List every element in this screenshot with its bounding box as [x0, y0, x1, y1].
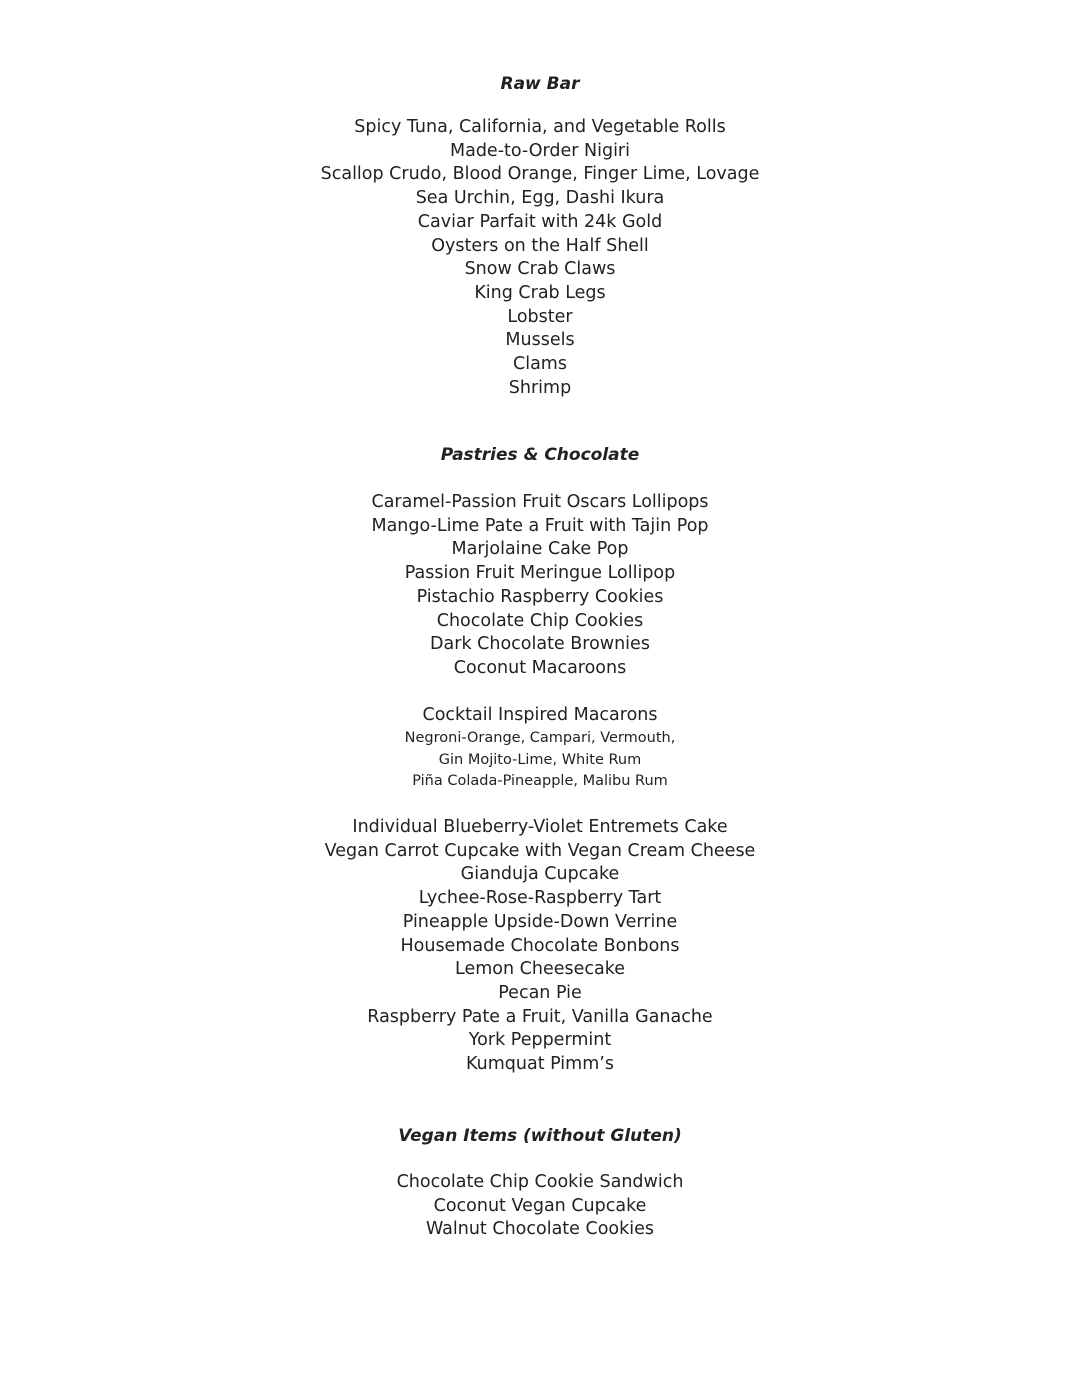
list-item: Shrimp [508, 377, 572, 398]
pastries-list-2 [0, 816, 1080, 1077]
list-item: Kumquat Pimm’s [466, 1054, 614, 1075]
list-item: Vegan Carrot Cupcake with Vegan Cream Cheese [324, 840, 756, 861]
vegan-list [0, 1171, 1080, 1242]
list-item: Lychee-Rose-Raspberry Tart [418, 888, 662, 909]
list-item: Coconut Macaroons [453, 657, 627, 678]
vegan-heading: Vegan Items (without Gluten) [398, 1126, 682, 1146]
list-item: Made-to-Order Nigiri [450, 140, 630, 161]
list-item: Clams [513, 354, 567, 375]
list-item: Walnut Chocolate Cookies [425, 1219, 654, 1240]
list-item: Lemon Cheesecake [455, 959, 625, 980]
list-item: King Crab Legs [474, 282, 606, 303]
macaron-flavors-list [0, 728, 1080, 793]
list-item: Gin Mojito-Lime, White Rum [438, 751, 642, 768]
list-item: Snow Crab Claws [464, 259, 616, 280]
list-item: York Peppermint [468, 1030, 612, 1051]
raw-bar-list [0, 116, 1080, 400]
list-item: Pineapple Upside-Down Verrine [402, 911, 678, 932]
list-item: Housemade Chocolate Bonbons [400, 935, 680, 956]
list-item: Oysters on the Half Shell [431, 235, 649, 256]
list-item: Mussels [505, 330, 575, 351]
list-item: Caramel-Passion Fruit Oscars Lollipops [371, 492, 709, 512]
list-item: Gianduja Cupcake [460, 864, 620, 885]
list-item: Pistachio Raspberry Cookies [416, 586, 664, 607]
list-item: Individual Blueberry-Violet Entremets Cake [352, 817, 728, 837]
list-item: Spicy Tuna, California, and Vegetable Rolls [354, 117, 726, 137]
list-item: Pecan Pie [498, 982, 582, 1003]
list-item: Coconut Vegan Cupcake [433, 1195, 647, 1216]
list-item: Lobster [507, 306, 573, 327]
list-item: Chocolate Chip Cookie Sandwich [396, 1172, 684, 1192]
pastries-heading: Pastries & Chocolate [440, 445, 640, 465]
list-item: Scallop Crudo, Blood Orange, Finger Lime, Lovage [320, 164, 760, 185]
list-item: Dark Chocolate Brownies [430, 634, 650, 655]
list-item: Sea Urchin, Egg, Dashi Ikura [415, 188, 665, 209]
macarons-title: Cocktail Inspired Macarons [422, 705, 658, 725]
list-item: Raspberry Pate a Fruit, Vanilla Ganache [367, 1006, 713, 1027]
list-item: Marjolaine Cake Pop [451, 539, 629, 560]
list-item: Passion Fruit Meringue Lollipop [404, 563, 676, 584]
list-item: Piña Colada-Pineapple, Malibu Rum [412, 773, 668, 789]
list-item: Caviar Parfait with 24k Gold [417, 211, 663, 232]
pastries-list [0, 491, 1080, 681]
list-item: Chocolate Chip Cookies [436, 610, 644, 631]
list-item: Mango-Lime Pate a Fruit with Tajin Pop [371, 515, 709, 536]
raw-bar-heading: Raw Bar [500, 74, 580, 94]
list-item: Negroni-Orange, Campari, Vermouth, [404, 730, 676, 746]
